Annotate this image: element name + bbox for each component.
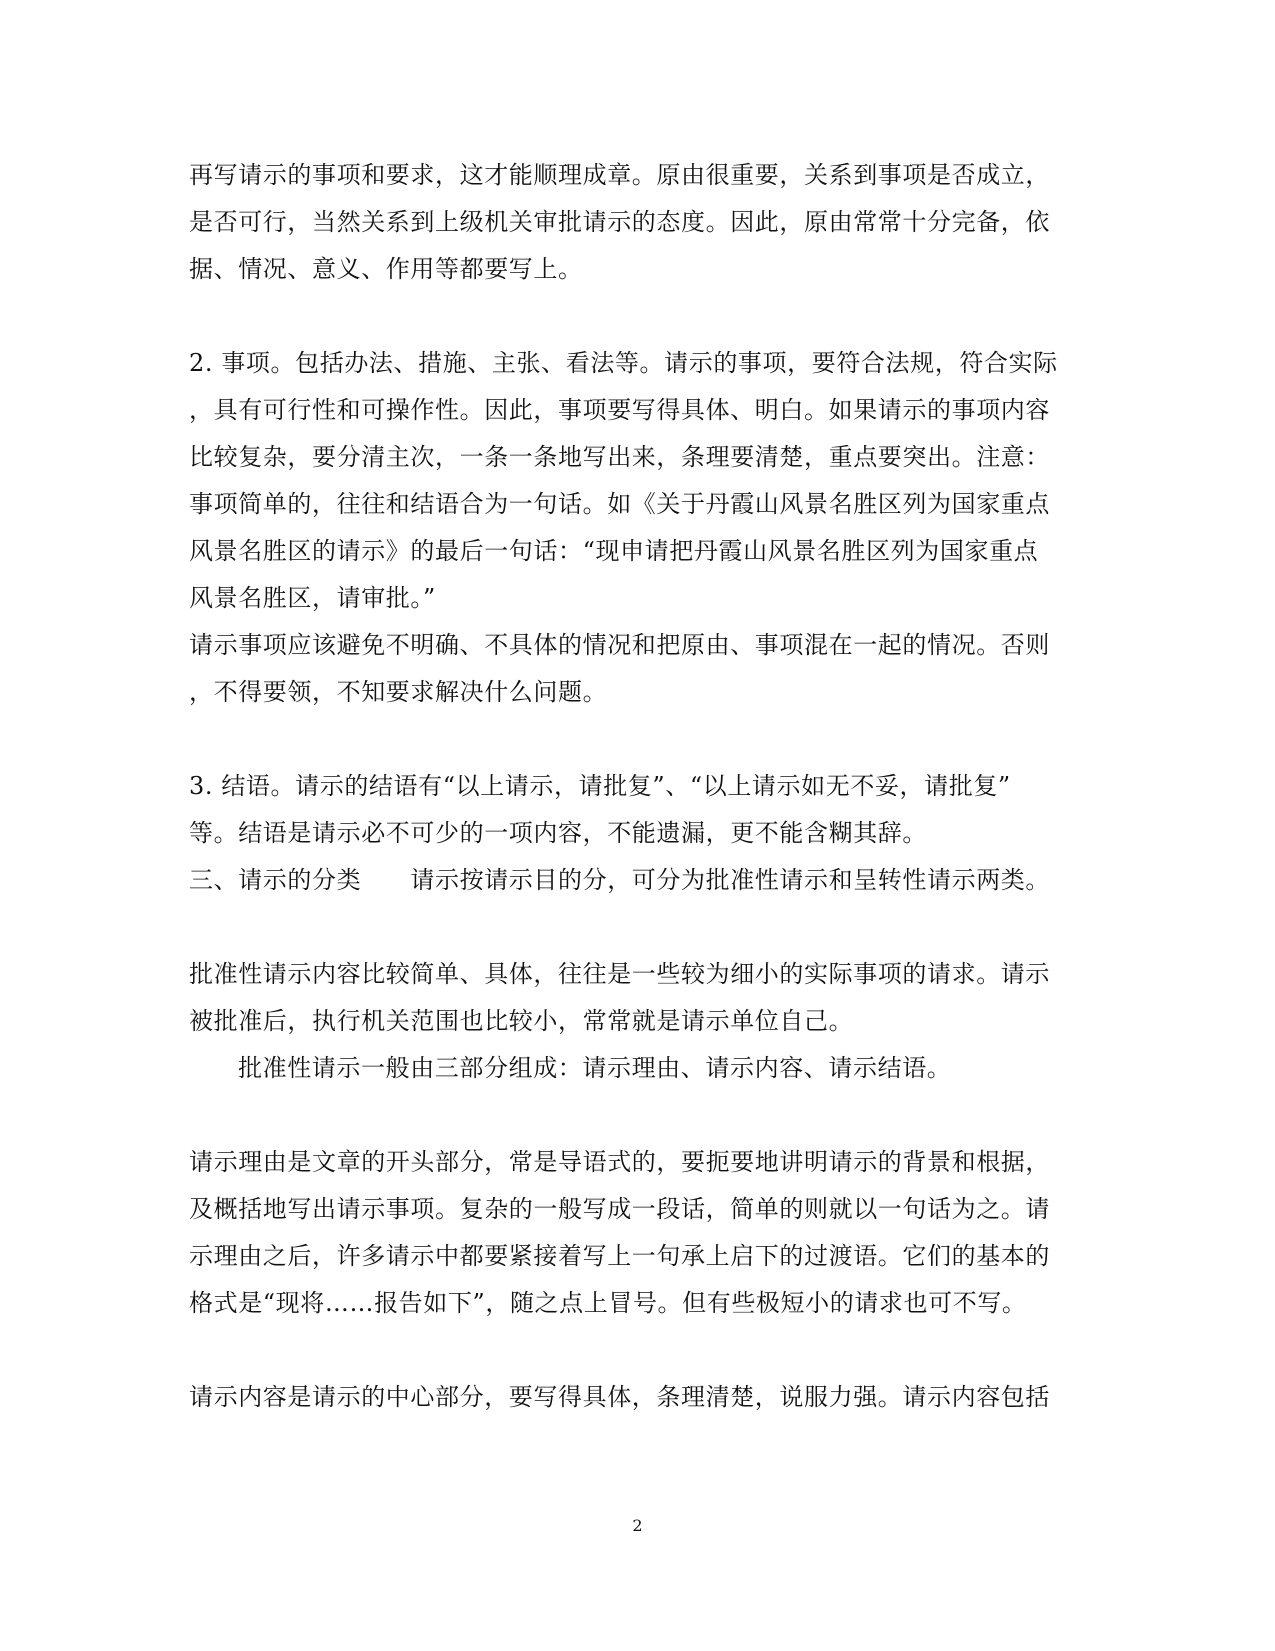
text-line: 及概括地写出请示事项。复杂的一般写成一段话，简单的则就以一句话为之。请 bbox=[189, 1195, 1050, 1223]
text-line: 批准性请示一般由三部分组成：请示理由、请示内容、请示结语。 bbox=[238, 1054, 952, 1082]
text-line: 据、情况、意义、作用等都要写上。 bbox=[189, 255, 583, 283]
section-heading: 三、请示的分类 请示按请示目的分，可分为批准性请示和呈转性请示两类。 bbox=[189, 866, 1050, 894]
text-line: 比较复杂，要分清主次，一条一条地写出来，条理要清楚，重点要突出。注意： bbox=[189, 443, 1050, 471]
text-line: 请示事项应该避免不明确、不具体的情况和把原由、事项混在一起的情况。否则 bbox=[189, 631, 1050, 659]
text-line: 批准性请示内容比较简单、具体，往往是一些较为细小的实际事项的请求。请示 bbox=[189, 960, 1050, 988]
text-line: ，不得要领，不知要求解决什么问题。 bbox=[189, 678, 608, 706]
page-number: 2 bbox=[632, 1516, 643, 1535]
text-line: 3. 结语。请示的结语有“以上请示，请批复”、“以上请示如无不妥，请批复” bbox=[189, 772, 1011, 800]
text-line: 格式是“现将……报告如下”，随之点上冒号。但有些极短小的请求也可不写。 bbox=[189, 1289, 1027, 1317]
text-line: ，具有可行性和可操作性。因此，事项要写得具体、明白。如果请示的事项内容 bbox=[189, 396, 1050, 424]
text-line: 2. 事项。包括办法、措施、主张、看法等。请示的事项，要符合法规，符合实际 bbox=[189, 349, 1058, 377]
text-line: 风景名胜区的请示》的最后一句话：“现申请把丹霞山风景名胜区列为国家重点 bbox=[189, 537, 1039, 565]
text-line: 事项简单的，往往和结语合为一句话。如《关于丹霞山风景名胜区列为国家重点 bbox=[189, 490, 1050, 518]
text-line: 等。结语是请示必不可少的一项内容，不能遗漏，更不能含糊其辞。 bbox=[189, 819, 927, 847]
text-line: 被批准后，执行机关范围也比较小，常常就是请示单位自己。 bbox=[189, 1007, 854, 1035]
text-line: 是否可行，当然关系到上级机关审批请示的态度。因此，原由常常十分完备，依 bbox=[189, 208, 1050, 236]
text-line: 示理由之后，许多请示中都要紧接着写上一句承上启下的过渡语。它们的基本的 bbox=[189, 1242, 1050, 1270]
text-line: 再写请示的事项和要求，这才能顺理成章。原由很重要，关系到事项是否成立， bbox=[189, 161, 1050, 189]
text-line: 请示理由是文章的开头部分，常是导语式的，要扼要地讲明请示的背景和根据， bbox=[189, 1148, 1050, 1176]
text-line: 风景名胜区，请审批。” bbox=[189, 584, 436, 612]
text-line: 请示内容是请示的中心部分，要写得具体，条理清楚，说服力强。请示内容包括 bbox=[189, 1383, 1050, 1411]
